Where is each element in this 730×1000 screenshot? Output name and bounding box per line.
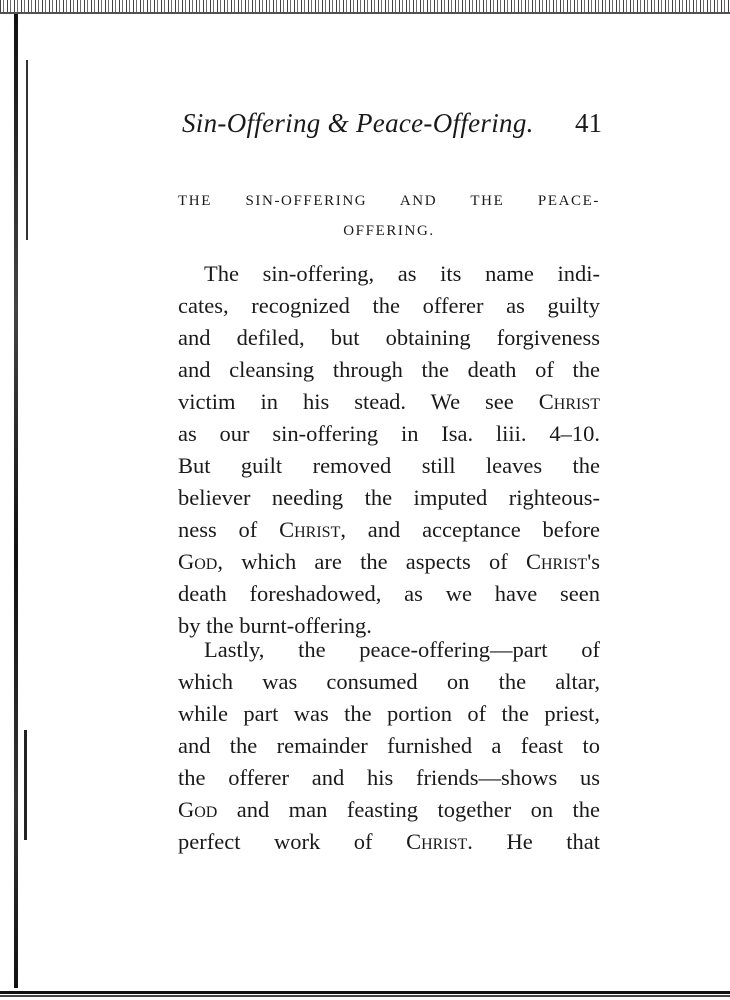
text-line: death foreshadowed, as we have seen <box>178 581 600 606</box>
text-line: Lastly, the peace-offering—part of <box>204 637 600 662</box>
section-title-line: THE SIN-OFFERING AND THE PEACE- <box>178 193 600 209</box>
running-head <box>182 108 602 139</box>
binding-edge-mark <box>26 60 28 240</box>
page-bottom-edge <box>0 988 730 1000</box>
paragraph-2 <box>178 634 600 858</box>
text-line: which was consumed on the altar, <box>178 669 600 694</box>
text-line: God and man feasting together on the <box>178 797 600 822</box>
text-line: ness of Christ, and acceptance before <box>178 517 600 542</box>
text-line: and defiled, but obtaining forgiveness <box>178 325 600 350</box>
text-line: perfect work of Christ. He that <box>178 829 600 854</box>
text-line: victim in his stead. We see Christ <box>178 389 600 414</box>
text-line: cates, recognized the offerer as guilty <box>178 293 600 318</box>
text-line: The sin-offering, as its name indi- <box>204 261 600 286</box>
section-title-line: OFFERING. <box>343 223 435 239</box>
page-number: 41 <box>575 108 602 138</box>
text-line: and the remainder furnished a feast to <box>178 733 600 758</box>
text-line: the offerer and his friends—shows us <box>178 765 600 790</box>
paragraph-1 <box>178 258 600 642</box>
text-line: believer needing the imputed righteous- <box>178 485 600 510</box>
text-line: But guilt removed still leaves the <box>178 453 600 478</box>
running-title: Sin-Offering & Peace-Offering. <box>182 108 534 138</box>
binding-edge-mark <box>24 730 27 840</box>
text-line: by the burnt-offering. <box>178 613 372 638</box>
text-line: and cleansing through the death of the <box>178 357 600 382</box>
binding-edge <box>14 14 18 994</box>
text-line: while part was the portion of the priest, <box>178 701 600 726</box>
text-line: God, which are the aspects of Christ's <box>178 549 600 574</box>
page-top-edge <box>0 0 730 14</box>
section-title <box>178 186 600 246</box>
text-line: as our sin-offering in Isa. liii. 4–10. <box>178 421 600 446</box>
